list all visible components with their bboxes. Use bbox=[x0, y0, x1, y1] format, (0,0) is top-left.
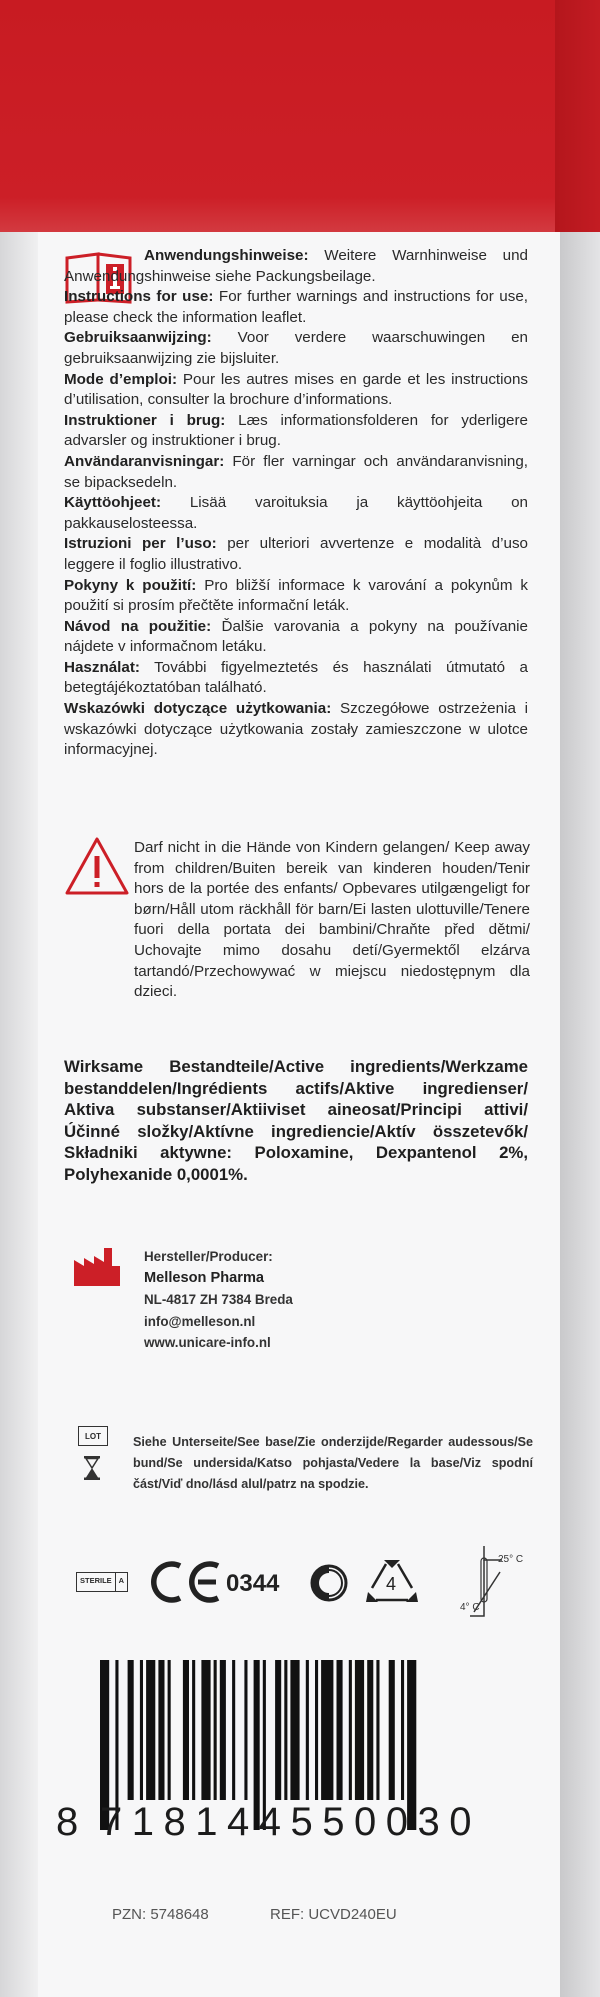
producer-website: www.unicare-info.nl bbox=[144, 1335, 271, 1351]
see-base-note: Siehe Unterseite/See base/Zie onderzijde/Regarder audessous/Se bund/Se undersida/Katso pohjasta/Vedere la base/Viz spodní část/Viď dno/lásd alul/patrz na spodzie. bbox=[133, 1435, 533, 1492]
ce-mark-icon bbox=[146, 1560, 222, 1604]
barcode-bar bbox=[214, 1660, 217, 1800]
notified-body-number: 0344 bbox=[226, 1570, 280, 1597]
green-dot-icon bbox=[310, 1564, 348, 1602]
barcode-bar bbox=[376, 1660, 379, 1800]
max-temperature: 25° C bbox=[498, 1554, 524, 1565]
barcode-bar bbox=[146, 1660, 155, 1800]
barcode-bar bbox=[321, 1660, 333, 1800]
instruction-entry: Gebruiksaanwijzing: Voor verdere waarschuwingen en gebruiksaanwijzing zie bijsluiter. bbox=[64, 329, 528, 367]
barcode-bar bbox=[183, 1660, 189, 1800]
instruction-entry: Instruktioner i brug: Læs informationsfolderen for yderligere advarsler og instruktioner i brug. bbox=[64, 411, 528, 450]
regulatory-symbols bbox=[74, 1536, 544, 1620]
barcode-bar bbox=[220, 1660, 226, 1800]
barcode-bar bbox=[401, 1660, 404, 1800]
barcode-bar bbox=[355, 1660, 364, 1800]
instruction-entry: Mode d’emploi: Pour les autres mises en garde et les instructions d’utilisation, consulter la brochure d’informations. bbox=[64, 370, 528, 409]
keep-away-warning: Darf nicht in die Hände von Kindern gelangen/ Keep away from children/Buiten bereik van kinderen houden/Tenir hors de la portée des enfants/ Opbevares utilgængeligt for børn/Håll utom räckhåll för barn/Ei lasten ulottuville/Tenere fuori della portata dei bambini/Chraňte před dětmi/ Uchovajte mimo dosahu detí/Gyermektől elzárva tartandó/Przechowywać w miejscu niedostępnym dla dzieci. bbox=[134, 839, 530, 1001]
instruction-entry: Anwendungshinweise: Weitere Warnhinweise und Anwendungshinweise siehe Packungsbeilage. bbox=[64, 247, 528, 285]
barcode-bar bbox=[349, 1660, 352, 1800]
lot-symbol: LOT bbox=[78, 1426, 108, 1446]
red-band-edge bbox=[555, 0, 600, 232]
barcode-bar bbox=[389, 1660, 395, 1800]
barcode-bar bbox=[244, 1660, 247, 1800]
barcode-bar bbox=[315, 1660, 318, 1800]
producer-name: Melleson Pharma bbox=[144, 1269, 265, 1286]
producer-email: info@melleson.nl bbox=[144, 1313, 256, 1329]
producer-info bbox=[144, 1246, 444, 1354]
ref-code: REF: UCVD240EU bbox=[270, 1906, 397, 1923]
recycling-triangle-icon bbox=[364, 1558, 420, 1608]
producer-address: NL-4817 ZH 7384 Breda bbox=[144, 1292, 293, 1308]
instruction-entry: Käyttöohjeet: Lisää varoituksia ja käyttöohjeita on pakkauselosteessa. bbox=[64, 494, 528, 532]
min-temperature: 4° C bbox=[460, 1602, 480, 1613]
barcode-bar bbox=[158, 1660, 164, 1800]
instruction-entry: Pokyny k použití: Pro bližší informace k varování a pokynům k použití si prosím přečtěte informační leták. bbox=[64, 576, 529, 615]
barcode-bar bbox=[168, 1660, 171, 1800]
instructions-block bbox=[64, 246, 528, 761]
barcode-bar bbox=[284, 1660, 287, 1800]
barcode-bar bbox=[128, 1660, 134, 1800]
instruction-entry: Használat: További figyelmeztetés és használati útmutató a betegtájékoztatóban található. bbox=[64, 658, 528, 697]
barcode-bar bbox=[232, 1660, 235, 1800]
barcode-bar bbox=[275, 1660, 281, 1800]
barcode-first-digit: 8 bbox=[56, 1800, 88, 1844]
barcode-bar bbox=[192, 1660, 195, 1800]
expiry-hourglass-icon bbox=[84, 1456, 100, 1480]
recycle-code: 4 bbox=[386, 1574, 397, 1594]
instruction-entry: Wskazówki dotyczące użytkowania: Szczegółowe ostrzeżenia i wskazówki dotyczące użytkowania zostały zamieszczone w ulotce informacyjnej. bbox=[64, 700, 528, 759]
barcode-bar bbox=[290, 1660, 299, 1800]
barcode-bar bbox=[367, 1660, 373, 1800]
active-ingredients: Wirksame Bestandteile/Active ingredients/Werkzame bestanddelen/Ingrédients actifs/Aktive ingredienser/ Aktiva substanser/Aktiiviset aineosat/Principi attivi/ Účinné složky/Aktívne ingrediencie/Aktív összetevők/ Składniki aktywne: Poloxamine, Dexpantenol 2%, Polyhexanide 0,0001%. bbox=[64, 1057, 528, 1184]
warning-triangle-icon bbox=[64, 836, 130, 896]
box-left-side bbox=[0, 40, 38, 1997]
barcode-bar bbox=[201, 1660, 210, 1800]
pzn-code: PZN: 5748648 bbox=[112, 1906, 209, 1923]
producer-label: Hersteller/Producer: bbox=[144, 1249, 273, 1264]
instruction-entry: Användaranvisningar: För fler varningar och användaranvisning, se bipacksedeln. bbox=[64, 452, 528, 491]
barcode-number bbox=[56, 1800, 536, 1845]
instruction-entry: Istruzioni per l’uso: per ulteriori avvertenze e modalità d’uso leggere il foglio illustrativo. bbox=[64, 535, 528, 573]
barcode-bar bbox=[337, 1660, 343, 1800]
sterile-symbol: STERILE A bbox=[76, 1572, 128, 1592]
red-top-band bbox=[0, 0, 600, 232]
barcode-digits: 718144550030 bbox=[100, 1800, 481, 1844]
instruction-entry: Návod na použitie: Ďalšie varovania a pokyny na používanie nájdete v informačnom letáku. bbox=[64, 617, 528, 656]
manufacturer-factory-icon bbox=[74, 1248, 120, 1286]
box-right-side bbox=[560, 40, 600, 1997]
barcode-bar bbox=[140, 1660, 143, 1800]
instruction-entry: Instructions for use: For further warnings and instructions for use, please check the information leaflet. bbox=[64, 288, 528, 326]
barcode-bar bbox=[306, 1660, 309, 1800]
